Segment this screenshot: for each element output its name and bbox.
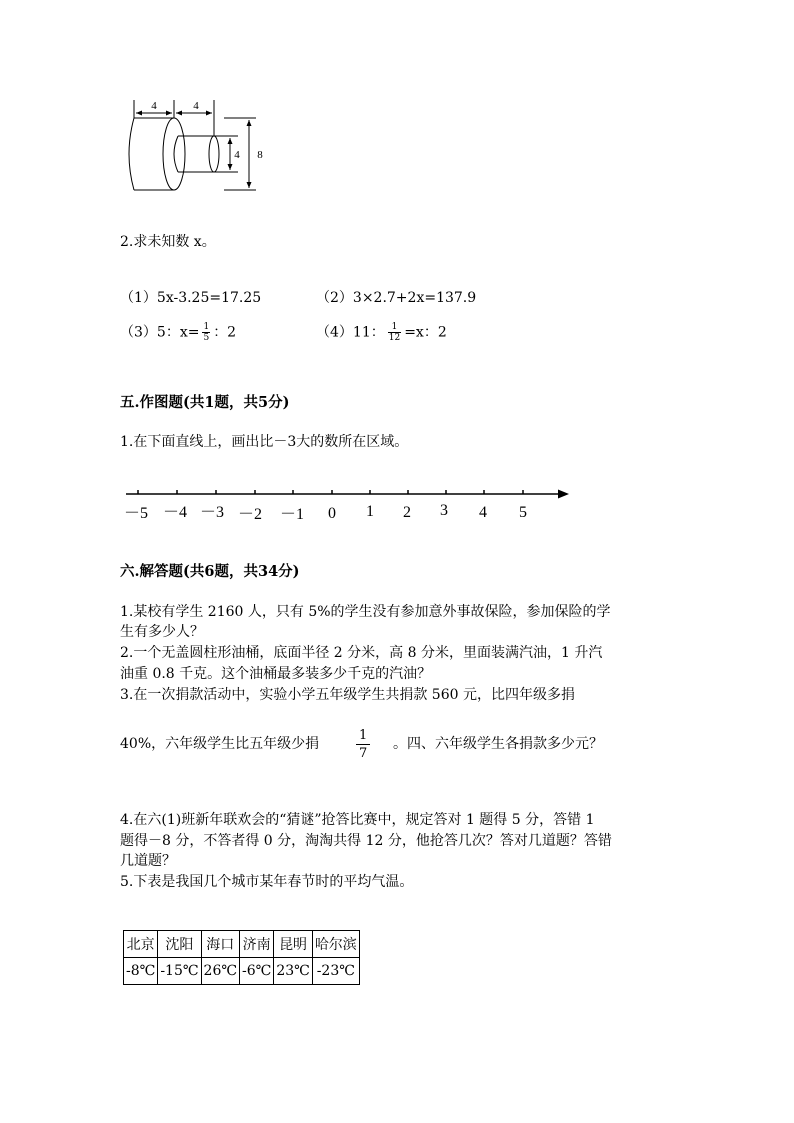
fraction-numerator: 1 [388, 322, 401, 333]
dim-label-outer: 8 [257, 149, 263, 161]
number-line [120, 482, 580, 527]
table-cell-city: 沈阳 [158, 931, 201, 958]
table-cell-temp: -6℃ [240, 958, 274, 985]
q2-line-1: 2.一个无盖圆柱形油桶，底面半径 2 分米，高 8 分米，里面装满汽油，1 升汽 [120, 645, 603, 661]
number-line-label: 2 [403, 504, 411, 521]
table-cell-city: 北京 [124, 931, 158, 958]
table-cell-temp: 26℃ [201, 958, 239, 985]
equation-3-prefix: （3）5：x= [120, 324, 200, 341]
q4-line-2: 题得－8 分，不答者得 0 分，淘淘共得 12 分，他抢答几次？答对几道题？答错 [120, 833, 612, 849]
table-cell-temp: 23℃ [274, 958, 312, 985]
cylinder-figure [120, 92, 280, 197]
q1-line-2: 生有多少人？ [120, 624, 204, 640]
q3-line-2a: 40%，六年级学生比五年级少捐 [120, 736, 320, 752]
table-cell-temp: -23℃ [312, 958, 359, 985]
table-cell-city: 海口 [201, 931, 239, 958]
fraction-denominator: 7 [359, 746, 368, 761]
equation-4-suffix: =x：2 [404, 324, 447, 341]
equation-3-suffix: ：2 [213, 324, 237, 341]
temperature-table [123, 930, 360, 985]
q5-text: 5.下表是我国几个城市某年春节时的平均气温。 [120, 874, 414, 890]
equation-4-fraction [388, 322, 401, 343]
dim-label-top-left: 4 [151, 100, 157, 112]
number-line-label: －5 [123, 505, 149, 522]
q4-line-3: 几道题？ [120, 853, 176, 869]
fraction-numerator: 1 [356, 727, 370, 745]
table-row [124, 958, 360, 985]
q3-line-2b: 。四、六年级学生各捐款多少元？ [393, 736, 603, 752]
number-line-label: 5 [519, 504, 527, 521]
equation-4 [316, 322, 447, 343]
q4-line-1: 4.在六(1)班新年联欢会的“猜谜”抢答比赛中，规定答对 1 题得 5 分，答错 1 [120, 812, 595, 828]
number-line-label: －2 [237, 506, 263, 523]
table-cell-temp: -15℃ [158, 958, 201, 985]
number-line-label: －1 [279, 506, 305, 523]
section-5-question-1: 1.在下面直线上，画出比－3大的数所在区域。 [120, 434, 409, 450]
number-line-label: 4 [479, 504, 487, 521]
q2-line-2: 油重 0.8 千克。这个油桶最多装多少千克的汽油？ [120, 666, 432, 682]
q3-fraction [356, 727, 370, 762]
dim-label-inner: 4 [234, 149, 240, 161]
number-line-label: 3 [440, 502, 448, 519]
equation-1: （1）5x-3.25=17.25 [120, 290, 262, 306]
section-5-heading: 五.作图题(共1题，共5分) [120, 394, 290, 411]
number-line-label: －3 [199, 504, 225, 521]
table-cell-city: 济南 [240, 931, 274, 958]
dim-label-top-right: 4 [193, 100, 199, 112]
q3-line-1: 3.在一次捐款活动中，实验小学五年级学生共捐款 560 元，比四年级多捐 [120, 687, 575, 703]
fraction-numerator: 1 [203, 322, 210, 332]
fraction-denominator: 12 [388, 333, 401, 343]
table-cell-city: 哈尔滨 [312, 931, 359, 958]
equation-3-fraction [202, 322, 210, 343]
equation-3 [120, 322, 236, 343]
fraction-denominator: 5 [203, 333, 210, 343]
q1-line-1: 1.某校有学生 2160 人，只有 5%的学生没有参加意外事故保险，参加保险的学 [120, 604, 611, 620]
section-6-heading: 六.解答题(共6题，共34分) [120, 563, 300, 580]
table-cell-city: 昆明 [274, 931, 312, 958]
number-line-label: 0 [328, 505, 336, 522]
number-line-label: －4 [162, 504, 188, 521]
equation-4-prefix: （4）11： [316, 324, 385, 341]
q2-title: 2.求未知数 x。 [120, 234, 216, 250]
table-cell-temp: -8℃ [124, 958, 158, 985]
table-row [124, 931, 360, 958]
equation-2: （2）3×2.7+2x=137.9 [316, 290, 477, 306]
number-line-label: 1 [366, 503, 374, 520]
